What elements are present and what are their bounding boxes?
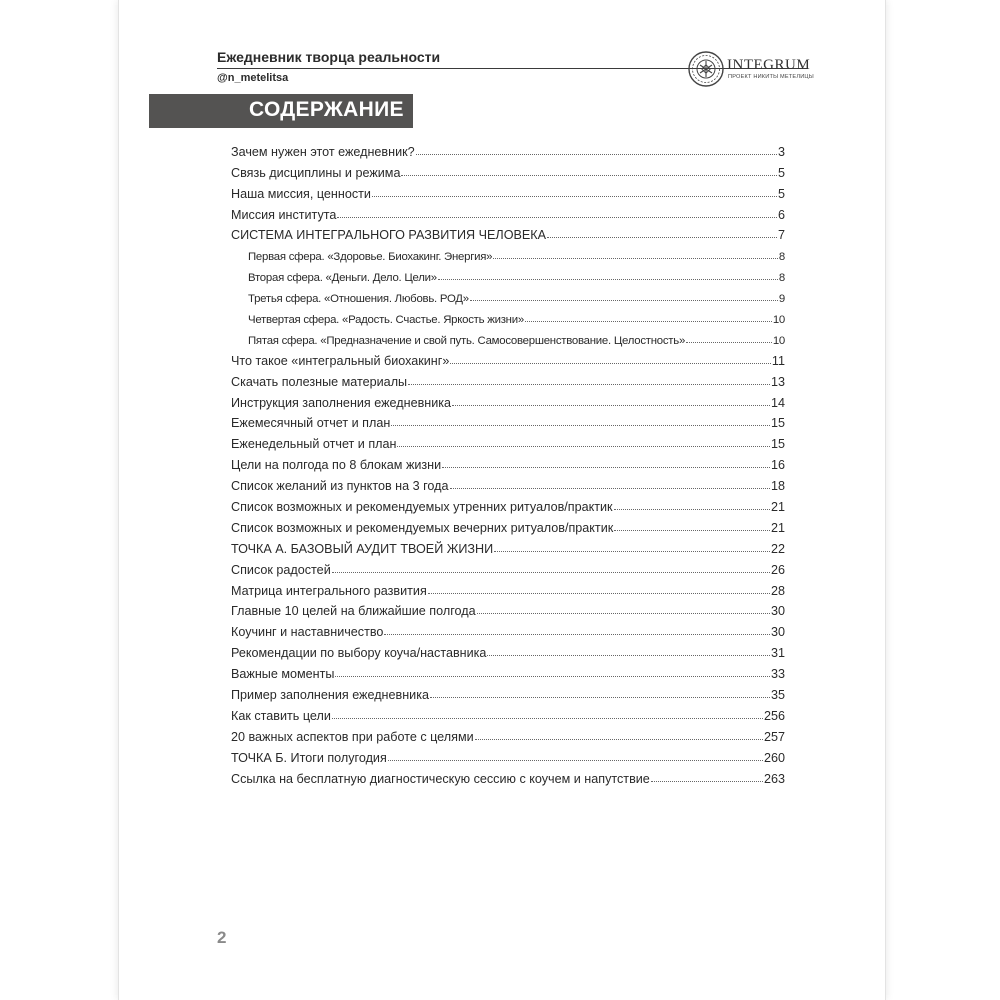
toc-dot-leader — [614, 509, 770, 510]
toc-entry-title: Инструкция заполнения ежедневника — [231, 395, 452, 410]
toc-entry-title: Первая сфера. «Здоровье. Биохакинг. Энергия» — [248, 251, 493, 264]
toc-dot-leader — [408, 384, 770, 385]
toc-entry-page: 26 — [770, 562, 785, 577]
document-page — [118, 0, 886, 1000]
toc-entry-page: 6 — [777, 207, 785, 222]
toc-dot-leader — [335, 676, 770, 677]
toc-subentry[interactable] — [231, 305, 785, 326]
toc-entry-page: 13 — [770, 374, 785, 389]
toc-entry-title: Ежемесячный отчет и план — [231, 416, 391, 431]
section-title-band — [149, 94, 413, 128]
toc-entry-page: 3 — [777, 144, 785, 159]
toc-entry-title: Вторая сфера. «Деньги. Дело. Цели» — [248, 272, 437, 285]
toc-entry-title: Список возможных и рекомендуемых вечерних ритуалов/практик — [231, 520, 614, 535]
toc-subentry[interactable] — [231, 242, 785, 263]
toc-dot-leader — [477, 613, 770, 614]
toc-entry[interactable] — [231, 723, 785, 744]
toc-entry[interactable] — [231, 472, 785, 493]
toc-dot-leader — [686, 342, 772, 343]
toc-dot-leader — [470, 300, 778, 301]
toc-entry-page: 5 — [777, 165, 785, 180]
toc-entry[interactable] — [231, 493, 785, 514]
toc-entry-page: 15 — [770, 416, 785, 431]
toc-entry-title: Четвертая сфера. «Радость. Счастье. Яркость жизни» — [248, 314, 524, 327]
toc-entry-page: 30 — [770, 625, 785, 640]
toc-entry-title: Наша миссия, ценности — [231, 186, 371, 201]
toc-entry[interactable] — [231, 451, 785, 472]
toc-entry-page: 22 — [770, 541, 785, 556]
toc-entry[interactable] — [231, 514, 785, 535]
toc-entry-title: Третья сфера. «Отношения. Любовь. РОД» — [248, 293, 469, 306]
toc-subentry[interactable] — [231, 263, 785, 284]
toc-subentry[interactable] — [231, 284, 785, 305]
toc-entry-page: 21 — [770, 500, 785, 515]
logo-subtitle: ПРОЕКТ НИКИТЫ МЕТЕЛИЦЫ — [728, 74, 814, 80]
toc-entry[interactable] — [231, 180, 785, 201]
header-title: Ежедневник творца реальности — [217, 49, 441, 65]
toc-subentry[interactable] — [231, 326, 785, 347]
toc-dot-leader — [332, 572, 770, 573]
toc-dot-leader — [547, 237, 777, 238]
toc-entry[interactable] — [231, 222, 785, 243]
author-handle: @n_metelitsa — [217, 72, 289, 84]
toc-entry-title: СИСТЕМА ИНТЕГРАЛЬНОГО РАЗВИТИЯ ЧЕЛОВЕКА — [231, 228, 547, 243]
toc-dot-leader — [487, 655, 770, 656]
toc-entry-page: 35 — [770, 688, 785, 703]
toc-entry-page: 8 — [778, 251, 785, 264]
toc-entry-title: Еженедельный отчет и план — [231, 437, 397, 452]
toc-entry-title: Список желаний из пунктов на 3 года — [231, 479, 449, 494]
toc-entry-title: Важные моменты — [231, 667, 335, 682]
toc-entry-title: Матрица интегрального развития — [231, 583, 427, 598]
toc-entry-title: ТОЧКА А. БАЗОВЫЙ АУДИТ ТВОЕЙ ЖИЗНИ — [231, 541, 494, 556]
toc-dot-leader — [397, 446, 770, 447]
toc-entry-page: 10 — [772, 314, 785, 327]
toc-entry[interactable] — [231, 138, 785, 159]
toc-entry[interactable] — [231, 702, 785, 723]
toc-dot-leader — [428, 593, 770, 594]
toc-entry[interactable] — [231, 201, 785, 222]
toc-dot-leader — [493, 258, 778, 259]
toc-dot-leader — [651, 781, 763, 782]
toc-entry[interactable] — [231, 744, 785, 765]
toc-entry[interactable] — [231, 598, 785, 619]
toc-entry-title: Связь дисциплины и режима — [231, 165, 401, 180]
toc-entry-title: Как ставить цели — [231, 708, 331, 723]
toc-entry[interactable] — [231, 660, 785, 681]
toc-entry[interactable] — [231, 556, 785, 577]
toc-entry-page: 5 — [777, 186, 785, 201]
logo-emblem-icon — [687, 50, 725, 88]
toc-entry[interactable] — [231, 535, 785, 556]
toc-entry-title: Коучинг и наставничество — [231, 625, 384, 640]
toc-dot-leader — [332, 718, 763, 719]
toc-entry-page: 11 — [771, 353, 785, 368]
toc-entry-page: 260 — [763, 750, 785, 765]
toc-entry-title: Что такое «интегральный биохакинг» — [231, 353, 450, 368]
toc-entry-title: Пятая сфера. «Предназначение и свой путь. Самосовершенствование. Целостность» — [248, 334, 686, 347]
toc-entry-title: Пример заполнения ежедневника — [231, 688, 429, 703]
toc-dot-leader — [372, 196, 777, 197]
toc-dot-leader — [388, 760, 763, 761]
page-number: 2 — [217, 928, 227, 947]
toc-entry-page: 257 — [763, 729, 785, 744]
toc-dot-leader — [416, 154, 777, 155]
toc-dot-leader — [442, 467, 770, 468]
toc-entry-page: 10 — [772, 334, 785, 347]
toc-entry[interactable] — [231, 368, 785, 389]
toc-entry[interactable] — [231, 639, 785, 660]
toc-dot-leader — [430, 697, 770, 698]
toc-entry-title: 20 важных аспектов при работе с целями — [231, 729, 474, 744]
toc-dot-leader — [391, 425, 770, 426]
logo-name: INTEGRUM — [727, 57, 811, 73]
toc-dot-leader — [525, 321, 772, 322]
toc-dot-leader — [438, 279, 778, 280]
toc-entry-title: Зачем нужен этот ежедневник? — [231, 144, 415, 159]
toc-entry-title: Скачать полезные материалы — [231, 374, 408, 389]
toc-entry[interactable] — [231, 159, 785, 180]
toc-dot-leader — [475, 739, 763, 740]
toc-entry-page: 9 — [778, 293, 785, 306]
toc-dot-leader — [450, 363, 771, 364]
toc-dot-leader — [337, 217, 777, 218]
toc-entry-page: 256 — [763, 708, 785, 723]
toc-entry-page: 30 — [770, 604, 785, 619]
toc-dot-leader — [450, 488, 770, 489]
toc-entry-title: Миссия института — [231, 207, 337, 222]
toc-entry-title: Цели на полгода по 8 блокам жизни — [231, 458, 442, 473]
toc-entry-page: 28 — [770, 583, 785, 598]
toc-entry-page: 18 — [770, 479, 785, 494]
table-of-contents — [231, 138, 785, 786]
toc-entry-title: Список радостей — [231, 562, 331, 577]
toc-entry[interactable] — [231, 430, 785, 451]
toc-entry-page: 263 — [763, 771, 785, 786]
section-title: СОДЕРЖАНИЕ — [249, 98, 404, 121]
toc-entry-page: 31 — [770, 646, 785, 661]
toc-entry[interactable] — [231, 681, 785, 702]
toc-dot-leader — [401, 175, 777, 176]
toc-entry[interactable] — [231, 765, 785, 786]
toc-entry[interactable] — [231, 389, 785, 410]
toc-entry-title: Главные 10 целей на ближайшие полгода — [231, 604, 476, 619]
toc-entry-page: 14 — [770, 395, 785, 410]
toc-entry[interactable] — [231, 347, 785, 368]
toc-entry-title: ТОЧКА Б. Итоги полугодия — [231, 750, 387, 765]
toc-dot-leader — [452, 405, 770, 406]
toc-entry-page: 21 — [770, 520, 785, 535]
integrum-logo — [687, 50, 827, 90]
toc-dot-leader — [384, 634, 770, 635]
toc-entry[interactable] — [231, 410, 785, 431]
toc-entry[interactable] — [231, 577, 785, 598]
toc-entry-page: 33 — [770, 667, 785, 682]
toc-entry-page: 8 — [778, 272, 785, 285]
toc-dot-leader — [614, 530, 770, 531]
toc-entry-page: 16 — [770, 458, 785, 473]
toc-entry-title: Ссылка на бесплатную диагностическую сессию с коучем и напутствие — [231, 771, 650, 786]
toc-entry-page: 7 — [777, 228, 785, 243]
toc-dot-leader — [494, 551, 770, 552]
toc-entry[interactable] — [231, 618, 785, 639]
toc-entry-title: Список возможных и рекомендуемых утренних ритуалов/практик — [231, 500, 613, 515]
toc-entry-page: 15 — [770, 437, 785, 452]
toc-entry-title: Рекомендации по выбору коуча/наставника — [231, 646, 487, 661]
